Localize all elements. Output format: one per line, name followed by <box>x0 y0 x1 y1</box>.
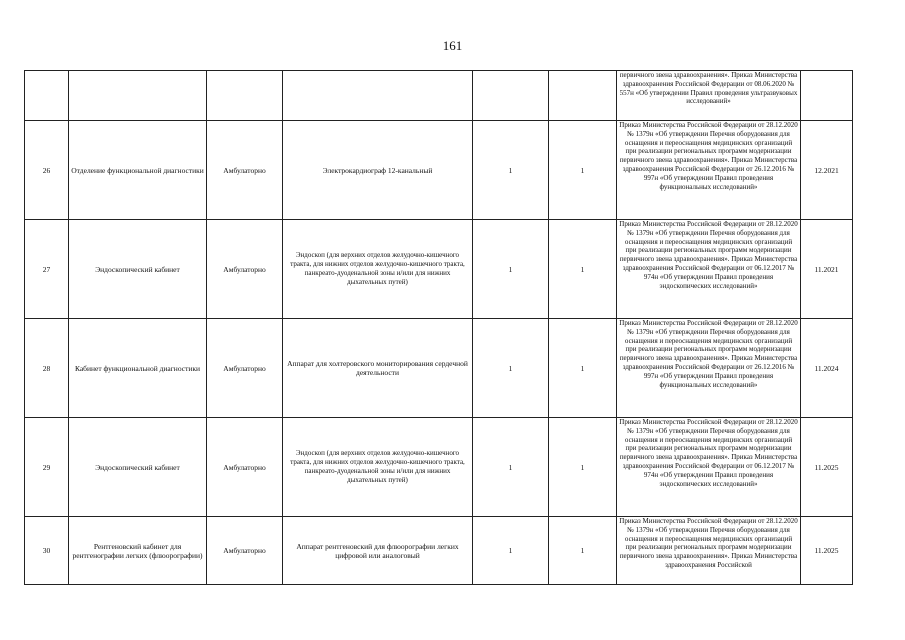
cell-num: 27 <box>25 220 69 319</box>
cell-equipment <box>283 71 473 121</box>
cell-equipment: Эндоскоп (для верхних отделов желудочно-кишечного тракта, для нижних отделов желудочно-кишечного тракта, панкреато-дуоденальной зоны и/или для нижних дыхательных путей) <box>283 220 473 319</box>
cell-date: 11.2025 <box>801 517 853 585</box>
cell-department: Кабинет функциональной диагностики <box>69 319 207 418</box>
cell-department: Отделение функциональной диагностики <box>69 121 207 220</box>
table-row <box>25 418 853 517</box>
table-row <box>25 220 853 319</box>
cell-basis: Приказ Министерства Российской Федерации от 28.12.2020 № 1379н «Об утверждении Перечня оборудования для оснащения и переоснащения медицинских организаций при реализации региональных программ модернизации первичного звена здравоохранения». Приказ Министерства здравоохранения Российской Федерации от 06.12.2017 № 974н «Об утверждении Правил проведения эндоскопических исследований» <box>617 418 801 517</box>
equipment-table <box>24 70 853 585</box>
cell-date: 11.2025 <box>801 418 853 517</box>
cell-qty-available: 1 <box>549 517 617 585</box>
cell-department <box>69 71 207 121</box>
cell-conditions: Амбулаторно <box>207 220 283 319</box>
cell-department: Рентгеновский кабинет для рентгенографии легких (флюорографии) <box>69 517 207 585</box>
cell-department: Эндоскопический кабинет <box>69 220 207 319</box>
cell-qty-available <box>549 71 617 121</box>
cell-basis: Приказ Министерства Российской Федерации от 28.12.2020 № 1379н «Об утверждении Перечня оборудования для оснащения и переоснащения медицинских организаций при реализации региональных программ модернизации первичного звена здравоохранения». Приказ Министерства здравоохранения Российской Федерации от 26.12.2016 № 997н «Об утверждении Правил проведения функциональных исследований» <box>617 319 801 418</box>
cell-date: 12.2021 <box>801 121 853 220</box>
cell-date: 11.2021 <box>801 220 853 319</box>
cell-qty-required: 1 <box>473 121 549 220</box>
table-row <box>25 517 853 585</box>
cell-conditions: Амбулаторно <box>207 121 283 220</box>
cell-department: Эндоскопический кабинет <box>69 418 207 517</box>
page-number: 161 <box>442 38 463 53</box>
cell-qty-required <box>473 71 549 121</box>
table-row <box>25 121 853 220</box>
cell-basis: Приказ Министерства Российской Федерации от 28.12.2020 № 1379н «Об утверждении Перечня оборудования для оснащения и переоснащения медицинских организаций при реализации региональных программ модернизации первичного звена здравоохранения». Приказ Министерства здравоохранения Российской Федерации от 26.12.2016 № 997н «Об утверждении Правил проведения функциональных исследований» <box>617 121 801 220</box>
cell-num: 29 <box>25 418 69 517</box>
cell-qty-required: 1 <box>473 319 549 418</box>
cell-equipment: Аппарат для холтеровского мониторирования сердечной деятельности <box>283 319 473 418</box>
cell-num <box>25 71 69 121</box>
cell-basis: первичного звена здравоохранения». Приказ Министерства здравоохранения Российской Федерации от 08.06.2020 № 557н «Об утверждении Правил проведения ультразвуковых исследований» <box>617 71 801 121</box>
cell-basis: Приказ Министерства Российской Федерации от 28.12.2020 № 1379н «Об утверждении Перечня оборудования для оснащения и переоснащения медицинских организаций при реализации региональных программ модернизации первичного звена здравоохранения». Приказ Министерства здравоохранения Российской Федерации от 06.12.2017 № 974н «Об утверждении Правил проведения эндоскопических исследований» <box>617 220 801 319</box>
cell-conditions <box>207 71 283 121</box>
cell-qty-available: 1 <box>549 418 617 517</box>
cell-qty-required: 1 <box>473 418 549 517</box>
cell-qty-available: 1 <box>549 121 617 220</box>
cell-equipment: Аппарат рентгеновский для флюорографии легких цифровой или аналоговый <box>283 517 473 585</box>
cell-qty-required: 1 <box>473 220 549 319</box>
table-row-continuation <box>25 71 853 121</box>
table-row <box>25 319 853 418</box>
cell-date: 11.2024 <box>801 319 853 418</box>
cell-qty-required: 1 <box>473 517 549 585</box>
cell-num: 30 <box>25 517 69 585</box>
cell-num: 28 <box>25 319 69 418</box>
cell-equipment: Электрокардиограф 12-канальный <box>283 121 473 220</box>
cell-num: 26 <box>25 121 69 220</box>
cell-conditions: Амбулаторно <box>207 418 283 517</box>
cell-date <box>801 71 853 121</box>
cell-conditions: Амбулаторно <box>207 319 283 418</box>
cell-basis: Приказ Министерства Российской Федерации от 28.12.2020 № 1379н «Об утверждении Перечня оборудования для оснащения и переоснащения медицинских организаций при реализации региональных программ модернизации первичного звена здравоохранения». Приказ Министерства здравоохранения Российской <box>617 517 801 585</box>
cell-qty-available: 1 <box>549 319 617 418</box>
cell-equipment: Эндоскоп (для верхних отделов желудочно-кишечного тракта, для нижних отделов желудочно-кишечного тракта, панкреато-дуоденальной зоны и/или для нижних дыхательных путей) <box>283 418 473 517</box>
cell-conditions: Амбулаторно <box>207 517 283 585</box>
cell-qty-available: 1 <box>549 220 617 319</box>
